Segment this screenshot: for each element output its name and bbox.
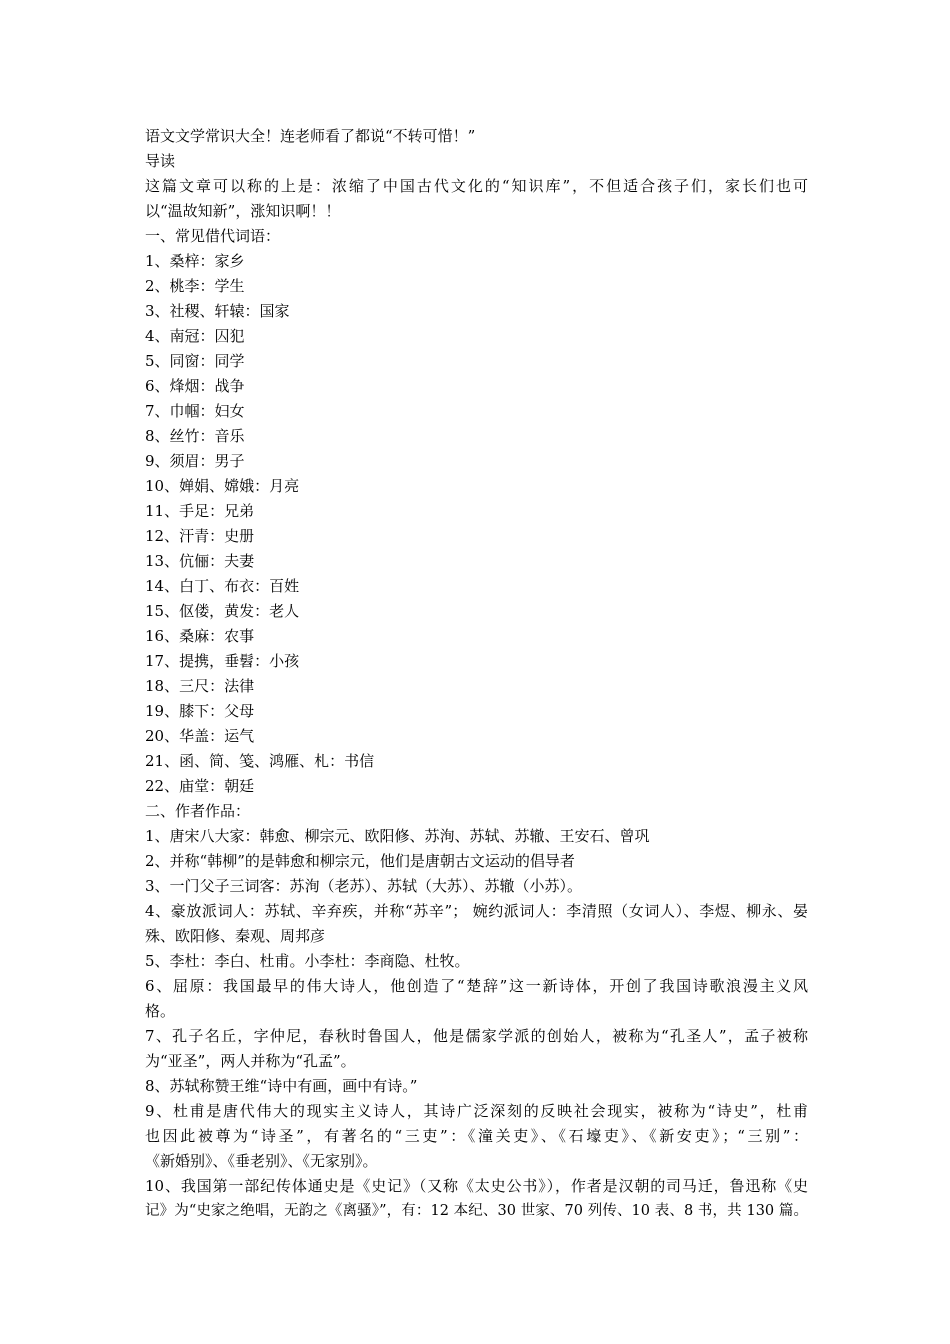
list-item: 10、我国第一部纪传体通史是《史记》（又称《太史公书》），作者是汉朝的司马迁，鲁迅称《史 [145, 1177, 808, 1195]
list-item: 2、并称“韩柳”的是韩愈和柳宗元，他们是唐朝古文运动的倡导者 [145, 852, 575, 870]
list-item: 5、同窗：同学 [145, 352, 245, 370]
list-item: 6、屈原：我国最早的伟大诗人，他创造了“楚辞”这一新诗体，开创了我国诗歌浪漫主义风 [145, 977, 808, 995]
list-item: 9、须眉：男子 [145, 452, 245, 470]
list-item: 18、三尺：法律 [145, 677, 255, 695]
list-item: 2、桃李：学生 [145, 277, 245, 295]
list-item: 17、提携，垂髫：小孩 [145, 652, 300, 670]
list-item: 12、汗青：史册 [145, 527, 255, 545]
list-item: 21、函、简、笺、鸿雁、札：书信 [145, 752, 375, 770]
list-item: 10、婵娟、嫦娥：月亮 [145, 477, 300, 495]
list-item: 3、一门父子三词客：苏洵（老苏）、苏轼（大苏）、苏辙（小苏）。 [145, 877, 583, 895]
list-item: 9、杜甫是唐代伟大的现实主义诗人，其诗广泛深刻的反映社会现实，被称为“诗史”，杜甫 [145, 1102, 808, 1120]
list-item: 6、烽烟：战争 [145, 377, 245, 395]
list-item: 19、膝下：父母 [145, 702, 255, 720]
list-item: 1、桑梓：家乡 [145, 252, 245, 270]
list-item: 3、社稷、轩辕：国家 [145, 302, 290, 320]
list-item-continuation: 记》为“史家之绝唱，无韵之《离骚》”，有：12 本纪、30 世家、70 列传、10 表、8 书，共 130 篇。 [145, 1203, 808, 1219]
list-item: 11、手足：兄弟 [145, 502, 255, 520]
list-item: 15、伛偻，黄发：老人 [145, 602, 300, 620]
list-item-continuation: 《新婚别》、《垂老别》、《无家别》。 [145, 1152, 378, 1170]
list-item: 1、唐宋八大家：韩愈、柳宗元、欧阳修、苏洵、苏轼、苏辙、王安石、曾巩 [145, 827, 650, 845]
paragraph-line: 这篇文章可以称的上是：浓缩了中国古代文化的“知识库”，不但适合孩子们，家长们也可 [145, 177, 808, 195]
section-heading-substitute-words: 一、常见借代词语： [145, 227, 281, 245]
list-item: 4、南冠：囚犯 [145, 327, 245, 345]
list-item: 7、孔子名丘，字仲尼，春秋时鲁国人，他是儒家学派的创始人，被称为“孔圣人”，孟子被称 [145, 1027, 808, 1045]
document-title: 语文文学常识大全！连老师看了都说“不转可惜！” [145, 127, 476, 145]
list-item: 20、华盖：运气 [145, 727, 255, 745]
list-item: 4、豪放派词人：苏轼、辛弃疾，并称“苏辛”； 婉约派词人：李清照（女词人）、李煜、柳永、晏 [145, 902, 808, 920]
section-heading-intro: 导读 [145, 152, 176, 170]
list-item: 5、李杜：李白、杜甫。小李杜：李商隐、杜牧。 [145, 952, 470, 970]
list-item-continuation: 格。 [145, 1002, 176, 1020]
section-heading-authors-works: 二、作者作品： [145, 802, 251, 820]
list-item: 16、桑麻：农事 [145, 627, 255, 645]
list-item: 22、庙堂：朝廷 [145, 777, 255, 795]
document-body [145, 124, 808, 1224]
list-item: 14、白丁、布衣：百姓 [145, 577, 300, 595]
list-item: 8、苏轼称赞王维“诗中有画，画中有诗。” [145, 1077, 418, 1095]
list-item-continuation: 也因此被尊为“诗圣”，有著名的“三吏”：《潼关吏》、《石壕吏》、《新安吏》；“三别”： [145, 1127, 808, 1145]
list-item-continuation: 为“亚圣”，两人并称为“孔孟”。 [145, 1052, 356, 1070]
list-item: 13、伉俪：夫妻 [145, 552, 255, 570]
list-item-continuation: 殊、欧阳修、秦观、周邦彦 [145, 927, 326, 945]
paragraph-line: 以“温故知新”，涨知识啊！！ [145, 202, 341, 220]
list-item: 7、巾帼：妇女 [145, 402, 245, 420]
list-item: 8、丝竹：音乐 [145, 427, 245, 445]
